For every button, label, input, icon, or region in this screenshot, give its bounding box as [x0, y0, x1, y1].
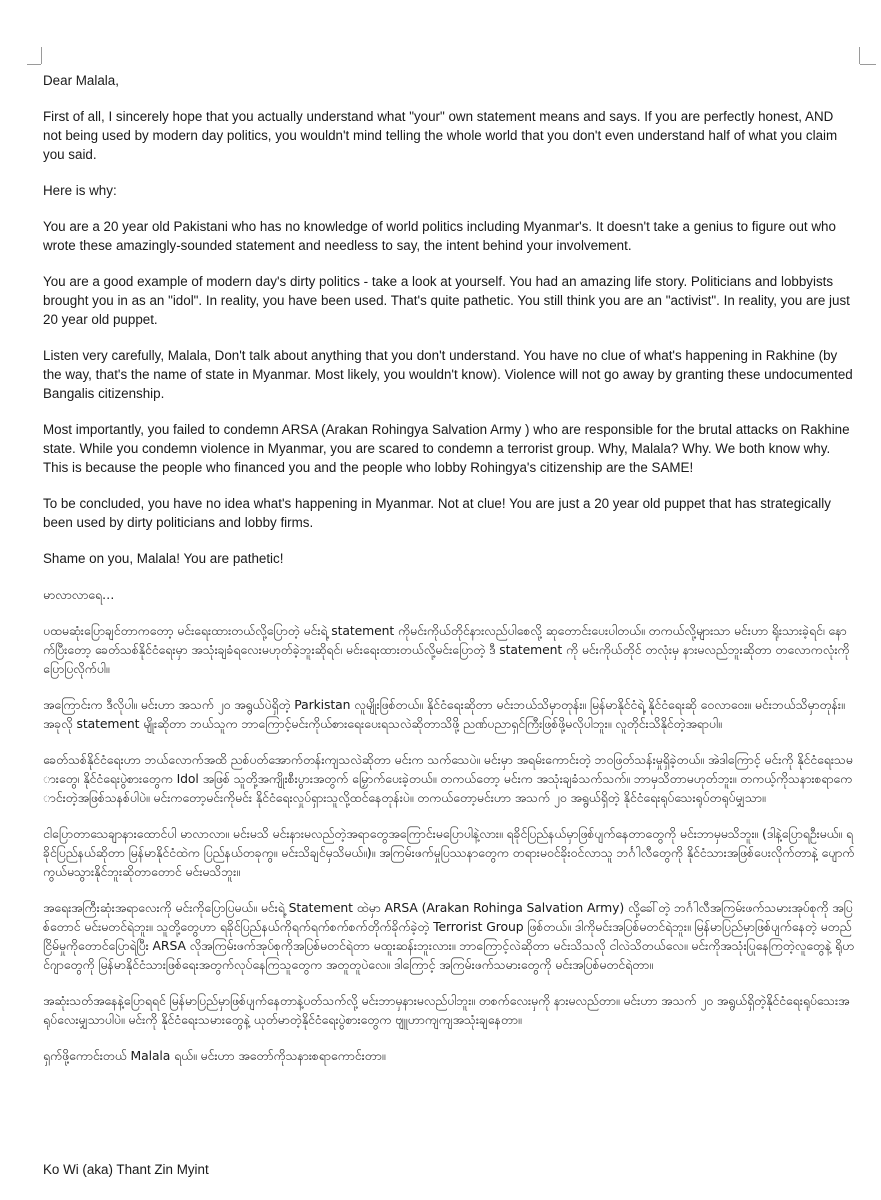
- signature: Ko Wi (aka) Thant Zin Myint: [43, 1162, 209, 1177]
- crop-mark-top-right-vertical: [859, 47, 860, 64]
- paragraph: First of all, I sincerely hope that you actually understand what "your" own statement means and says. If you are perfectly honest, AND not being used by modern day politics, you wouldn't mind telling the whole world that you don't even understand half of what you claim you said.: [43, 109, 838, 162]
- myanmar-salutation: မာလာလာရေ…: [43, 587, 115, 602]
- paragraph: To be concluded, you have no idea what's happening in Myanmar. Not at clue! You are just a 20 year old puppet that has strategically been used by dirty politicians and lobby firms.: [43, 496, 831, 530]
- paragraph: Shame on you, Malala! You are pathetic!: [43, 551, 284, 566]
- myanmar-paragraph: အဆုံးသတ်အနေနဲ့ပြောရရင် မြန်မာပြည်မှာဖြစ်ပျက်နေတာနဲ့ပတ်သက်လို့ မင်းဘာမှနားမလည်ပါဘူး။ တစက်လေးမှကို နားမလည်တာ။ မင်းဟာ အသက် ၂၀ အရွယ်ရှိတဲ့နိုင်ငံရေးရုပ်သေးအရုပ်လေးမျှသာပါပဲ။ မင်းကို နိုင်ငံရေးသမားတွေနဲ့ ယုတ်မာတဲ့နိုင်ငံရေးပွဲစားတွေက ဗျူဟာကျကျအသုံးချနေတာ။: [43, 993, 850, 1027]
- myanmar-paragraph: ရှက်ဖို့ကောင်းတယ် Malala ရယ်။ မင်းဟာ အတော်ကိုသနားစရာကောင်းတာ။: [43, 1048, 386, 1063]
- myanmar-paragraph: အကြောင်းက ဒီလိုပါ။ မင်းဟာ အသက် ၂၀ အရွယ်ပဲရှိတဲ့ Parkistan လူမျိုးဖြစ်တယ်။ နိုင်ငံရေးဆိုတာ မင်းဘယ်သိမှာတုန်း။ မြန်မာနိုင်ငံရဲ့ နိုင်ငံရေးဆို ဝေလာဝေး။ မင်းဘယ်သိမှာတုန်း။ အခုလို statement မျိုးဆိုတာ ဘယ်သူက ဘာကြောင့်မင်းကိုယ်စားရေးပေးရသလဲဆိုတာသိဖို့ ညဏ်ပညာရှင်ကြီးဖြစ်ဖို့မလိုပါဘူး။ လူတိုင်းသိနိုင်တဲ့အရာပါ။: [43, 697, 845, 731]
- paragraph: Listen very carefully, Malala, Don't talk about anything that you don't understand. You have no clue of what's happening in Rakhine (by the way, that's the name of state in Myanmar. Most likely, you wouldn't know). Violence will not go away by granting these undocumented Bangalis citizenship.: [43, 348, 853, 401]
- crop-mark-top-left-vertical: [41, 47, 42, 64]
- myanmar-paragraph: ငါပြောတာသေချာနားထောင်ပါ မာလာလာ။ မင်းမသိ မင်းနားမလည်တဲ့အရာတွေအကြောင်းမပြောပါနဲ့လား။ ရခိုင်ပြည်နယ်မှာဖြစ်ပျက်နေတာတွေကို မင်းဘာမှမသိဘူး။ (ဒါနဲ့ပြောရဦးမယ်။ ရခိုင်ပြည်နယ်ဆိုတာ မြန်မာနိုင်ငံထဲက ပြည်နယ်တခုကွ။ မင်းသိချင်မှသိမယ်။)။ အကြမ်းဖက်မှုပြဿနာတွေက တရားမဝင်ခိုးဝင်လာသူ ဘင်္ဂါလီတွေကို နိုင်ငံသားအဖြစ်ပေးလိုက်တာနဲ့ ပျောက်ကွယ်မသွားနိုင်ဘူးဆိုတာတောင် မင်းမသိဘူး။: [43, 826, 855, 879]
- salutation: Dear Malala,: [43, 73, 119, 88]
- paragraph: Here is why:: [43, 183, 117, 198]
- paragraph: You are a 20 year old Pakistani who has no knowledge of world politics including Myanmar's. It doesn't take a genius to figure out who wrote these amazingly-sounded statement and needless to say, the intent behind your involvement.: [43, 219, 836, 253]
- crop-mark-top-right: [860, 64, 876, 65]
- myanmar-paragraph: ခေတ်သစ်နိုင်ငံရေးဟာ ဘယ်လောက်အထိ ညစ်ပတ်အောက်တန်းကျသလဲဆိုတာ မင်းက သက်သေပဲ။ မင်းမှာ အရမ်းကောင်းတဲ့ ဘဝဖြတ်သန်းမှုရှိခဲ့တယ်။ အဲဒါကြောင့် မင်းကို နိုင်ငံရေးသမားတွေ၊ နိုင်ငံရေးပွဲစားတွေက Idol အဖြစ် သူတို့အကျိုးစီးပွားအတွက် မြှောက်ပေးခဲ့တယ်။ တကယ်တော့ မင်းက အသုံးချခံသက်သက်။ ဘာမှသိတာမဟုတ်ဘူး။ တကယ့်ကိုသနားစရာကောင်းတဲ့အဖြစ်သနစ်ပါပဲ။ မင်းကတော့မင်းကိုမင်း နိုင်ငံရေးလှုပ်ရှားသူလို့ထင်နေတုန်းပဲ။ တကယ်တော့မင်းဟာ အသက် ၂၀ အရွယ်ရှိတဲ့ နိုင်ငံရေးရုပ်သေးရုပ်တရုပ်မျှသာ။: [43, 752, 853, 805]
- paragraph: You are a good example of modern day's dirty politics - take a look at yourself. You had an amazing life story. Politicians and lobbyists brought you in as an "idol". In reality, you have been used. That's quite pathetic. You still think you are an "activist". In reality, you are just 20 year old puppet.: [43, 274, 850, 327]
- letter-body: [43, 71, 855, 1082]
- myanmar-paragraph: အရေးအကြီးဆုံးအရာလေးကို မင်းကိုပြောပြမယ်။ မင်းရဲ့ Statement ထဲမှာ ARSA (Arakan Rohinga Salvation Army) လို့ခေါ်တဲ့ ဘင်္ဂါလီအကြမ်းဖက်သမားအုပ်စုကို အပြစ်တောင် မင်းမတင်ရဲဘူး။ သူတို့တွေဟာ ရခိုင်ပြည်နယ်ကိုရက်ရက်စက်စက်တိုက်ခိုက်ခဲ့တဲ့ Terrorist Group ဖြစ်တယ်။ ဒါကိုမင်းအပြစ်မတင်ရဲဘူး။ မြန်မာပြည်မှာဖြစ်ပျက်နေတဲ့ မတည်ငြိမ်မှုကိုတောင်ပြောရဲပြီး ARSA လိုအကြမ်းဖက်အုပ်စုကိုအပြစ်မတင်ရဲတာ မထူးဆန်းဘူးလား။ ဘာကြောင့်လဲဆိုတာ မင်းသိသလို ငါလဲသိတယ်လေ။ မင်းကိုအသုံးပြုနေကြတဲ့လူတွေနဲ့ ရိုဟင်ဂျာတွေကို မြန်မာနိုင်ငံသားဖြစ်ရေးအတွက်လုပ်နေကြသူတွေက အတူတူပဲလေ။ ဒါကြောင့် အကြမ်းဖက်သမားတွေကို မင်းအပြစ်မတင်ရဲတာ။: [43, 900, 855, 972]
- paragraph: Most importantly, you failed to condemn ARSA (Arakan Rohingya Salvation Army ) who are responsible for the brutal attacks on Rakhine state. While you condemn violence in Myanmar, you are scared to condemn a terrorist group. Why, Malala? Why. We both know why. This is because the people who financed you and the people who lobby Rohingya's citizenship are the SAME!: [43, 422, 850, 475]
- myanmar-paragraph: ပထမဆုံးပြောချင်တာကတော့ မင်းရေးထားတယ်လို့ပြောတဲ့ မင်းရဲ့ statement ကိုမင်းကိုယ်တိုင်နားလည်ပါစေလို့ ဆုတောင်းပေးပါတယ်။ တကယ်လို့များသာ မင်းဟာ ရိုးသားခဲ့ရင်၊ နောက်ပြီးတော့ ခေတ်သစ်နိုင်ငံရေးမှာ အသုံးချခံရလေးမဟုတ်ခဲ့ဘူးဆိုရင်၊ မင်းရေးထားတယ်လို့မင်းပြောတဲ့ ဒီ statement ကို မင်းကိုယ်တိုင် တလုံးမှ နားမလည်ဘူးဆိုတာ တလောကလုံးကိုပြောပြလိုက်ပါ။: [43, 623, 850, 676]
- crop-mark-top-left: [27, 64, 41, 65]
